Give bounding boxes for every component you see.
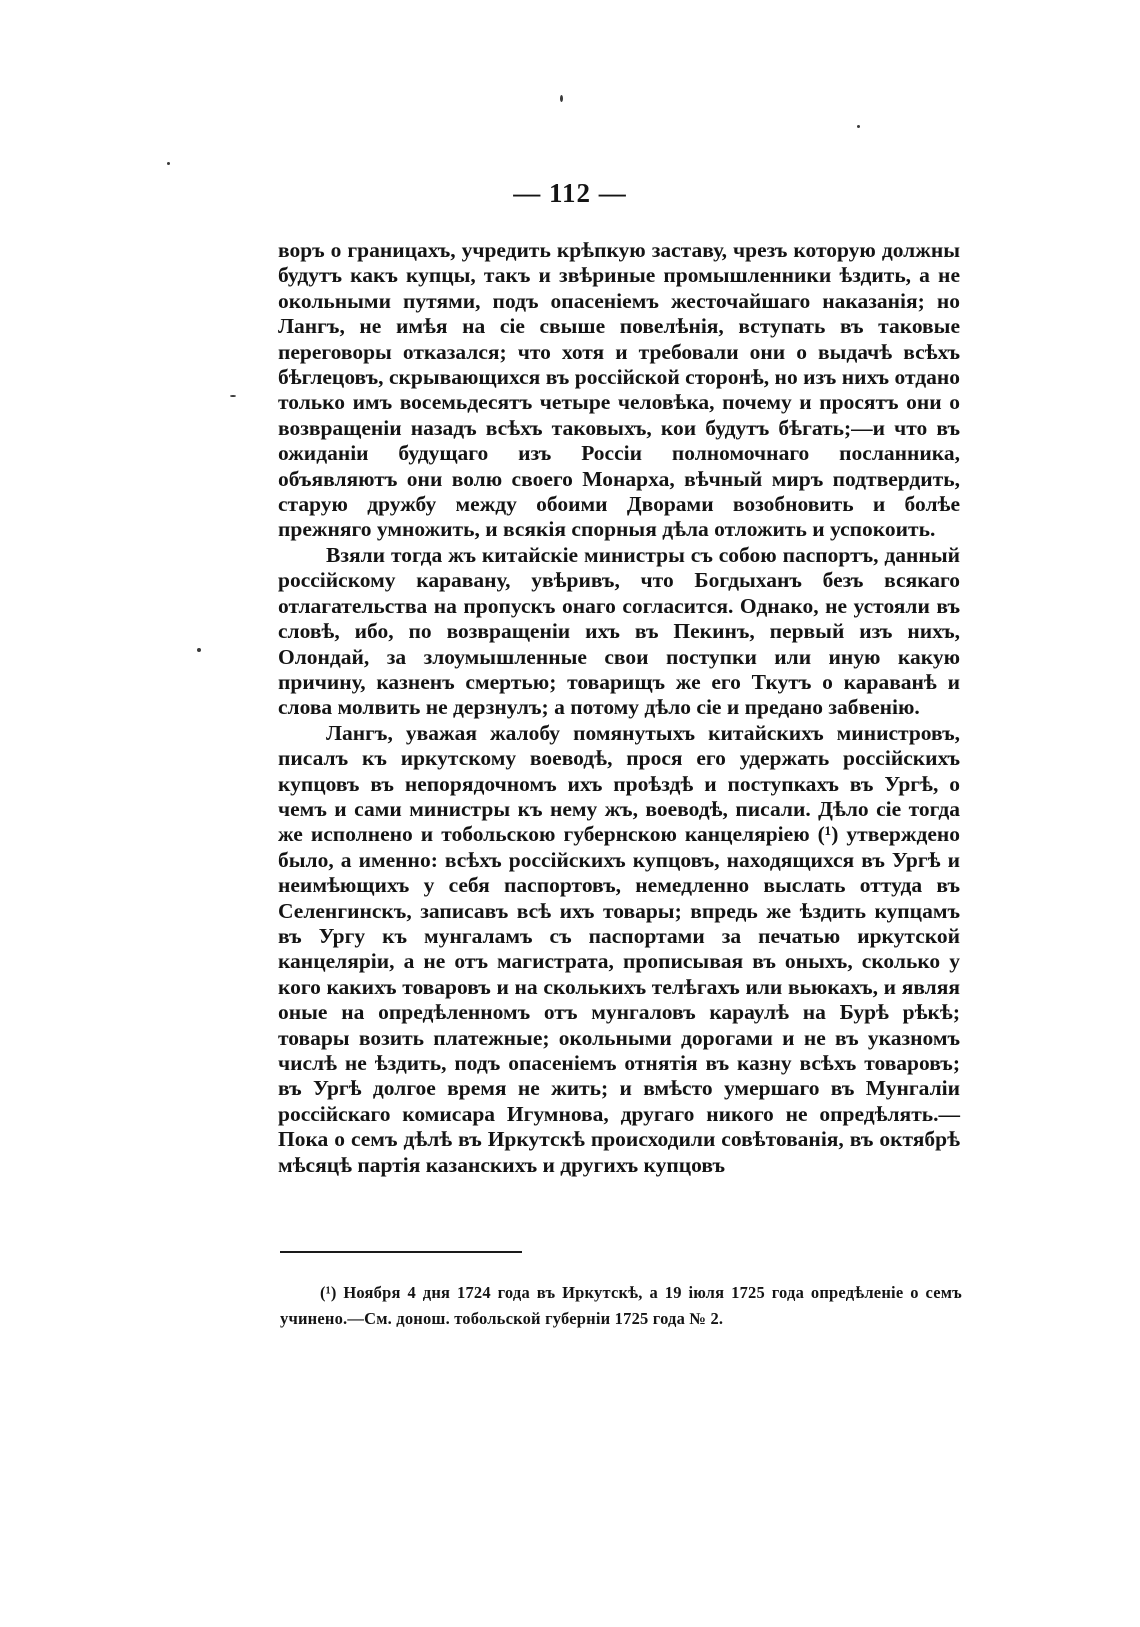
speck [197, 648, 201, 652]
speck [857, 125, 860, 128]
main-text [278, 238, 960, 1178]
paragraph: Взяли тогда жъ китайскіе министры съ собою паспортъ, данный россійскому каравану, увѣривъ, что Богдыханъ безъ всякаго отлагательства на пропускъ онаго согласится. Однако, не устояли въ словѣ, ибо, по возвращеніи ихъ въ Пекинъ, первый изъ нихъ, Олондай, за злоумышленные свои поступки или иную какую причину, казненъ смертью; товарищъ же его Ткутъ о караванѣ и слова молвить не дерзнулъ; а потому дѣло сіе и предано забвенію. [278, 542, 960, 720]
footnote: (¹) Ноября 4 дня 1724 года въ Иркутскѣ, а 19 іюля 1725 года опредѣленіе о семъ учинено.—См. донош. тобольской губерніи 1725 года № 2. [280, 1283, 962, 1328]
paragraph: Лангъ, уважая жалобу помянутыхъ китайскихъ министровъ, писалъ къ иркутскому воеводѣ, прося его удержать россійскихъ купцовъ въ непорядочномъ ихъ проѣздѣ и поступкахъ въ Ургѣ, о чемъ и сами министры къ нему жъ, воеводѣ, писали. Дѣло сіе тогда же исполнено и тобольскою губернскою канцеляріею (¹) утверждено было, а именно: всѣхъ россійскихъ купцовъ, находящихся въ Ургѣ и неимѣющихъ у себя паспортовъ, немедленно выслать оттуда въ Селенгинскъ, записавъ всѣ ихъ товары; впредь же ѣздить купцамъ въ Ургу къ мунгаламъ съ паспортами за печатью иркутской канцеляріи, а не отъ магистрата, прописывая въ оныхъ, сколько у кого какихъ товаровъ и на сколькихъ телѣгахъ или вьюкахъ, и являя оные на опредѣленномъ отъ мунгаловъ караулѣ на Бурѣ рѣкѣ; товары возить платежные; окольными дорогами и не въ указномъ числѣ не ѣздить, подъ опасеніемъ отнятія въ казну всѣхъ товаровъ; въ Ургѣ долгое время не жить; и вмѣсто умершаго въ Мунгаліи россійскаго комисара Игумнова, другаго никого не опредѣлять.—Пока о семъ дѣлѣ въ Иркутскѣ происходили совѣтованія, въ октябрѣ мѣсяцѣ партія казанскихъ и другихъ купцовъ [278, 720, 960, 1177]
footnote-separator [280, 1251, 522, 1253]
speck [230, 395, 236, 397]
paragraph-continued: воръ о границахъ, учредить крѣпкую заставу, чрезъ которую должны будутъ какъ купцы, такъ и звѣриные промышленники ѣздить, а не окольными путями, подъ опасеніемъ жесточайшаго наказанія; но Лангъ, не имѣя на сіе свыше повелѣнія, вступать въ таковые переговоры отказался; что хотя и требовали они о выдачѣ всѣхъ бѣглецовъ, скрывающихся въ россійской сторонѣ, но изъ нихъ отдано только имъ восемьдесятъ четыре человѣка, почему и просятъ они о возвращеніи назадъ всѣхъ таковыхъ, кои будутъ бѣгать;—и что въ ожиданіи будущаго изъ Россіи полномочнаго посланника, объявляютъ они волю своего Монарха, вѣчный миръ подтвердить, старую дружбу между обоими Дворами возобновить и болѣе прежняго умножить, и всякія спорныя дѣла отложить и успокоить. [278, 238, 960, 542]
page-number: — 112 — [513, 178, 627, 208]
speck [167, 162, 170, 165]
speck [560, 95, 563, 102]
